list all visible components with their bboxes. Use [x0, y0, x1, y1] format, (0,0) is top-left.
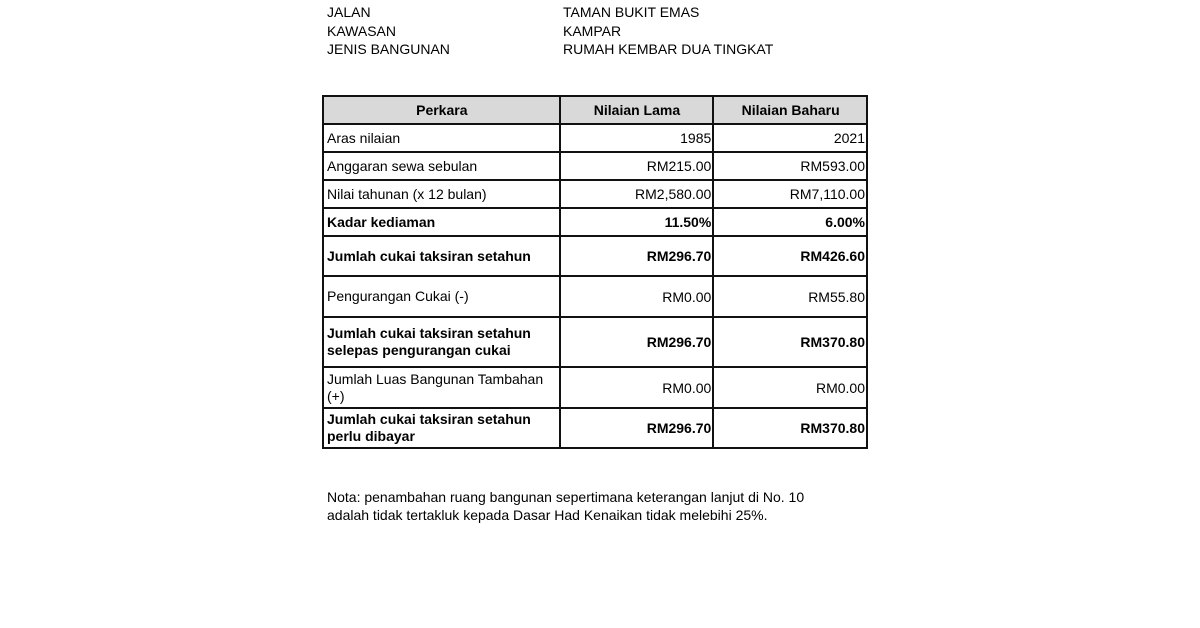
row-label: Aras nilaian [323, 124, 560, 152]
info-value: TAMAN BUKIT EMAS [563, 4, 700, 20]
table-header-row [323, 96, 867, 124]
header-nilaian-lama: Nilaian Lama [560, 96, 714, 124]
info-label: KAWASAN [327, 22, 396, 39]
footnote-line: Nota: penambahan ruang bangunan sepertimana keterangan lanjut di No. 10 [327, 489, 805, 505]
info-value: RUMAH KEMBAR DUA TINGKAT [563, 41, 774, 57]
new-value: RM426.60 [713, 236, 867, 276]
row-label-line: (+) [327, 387, 345, 404]
info-label: JENIS BANGUNAN [327, 41, 450, 57]
info-label: JALAN [327, 4, 371, 20]
table-row [323, 152, 867, 180]
table-row [323, 180, 867, 208]
property-info [327, 3, 773, 59]
old-value: RM296.70 [560, 408, 714, 448]
table-row [323, 276, 867, 317]
row-label: Jumlah cukai taksiran setahun [323, 236, 560, 276]
old-value: RM215.00 [560, 152, 714, 180]
old-value: RM0.00 [560, 276, 714, 317]
old-value: RM0.00 [560, 367, 714, 408]
table-row [323, 367, 867, 408]
new-value: RM55.80 [713, 276, 867, 317]
table-row [323, 317, 867, 367]
info-row-jenis-bangunan [327, 40, 773, 59]
row-label [323, 367, 560, 408]
footnote [327, 488, 887, 524]
row-label: Kadar kediaman [323, 208, 560, 236]
table-row [323, 124, 867, 152]
old-value: RM2,580.00 [560, 180, 714, 208]
header-nilaian-baharu: Nilaian Baharu [713, 96, 867, 124]
old-value: RM296.70 [560, 236, 714, 276]
new-value: RM370.80 [713, 317, 867, 367]
table-row [323, 408, 867, 448]
old-value: 11.50% [560, 208, 714, 236]
table-row [323, 208, 867, 236]
new-value: RM0.00 [713, 367, 867, 408]
footnote-line: adalah tidak tertakluk kepada Dasar Had Kenaikan tidak melebihi 25%. [327, 507, 768, 523]
old-value: 1985 [560, 124, 714, 152]
header-perkara: Perkara [323, 96, 560, 124]
row-label-line: Jumlah cukai taksiran setahun [327, 325, 531, 341]
row-label [323, 408, 560, 448]
row-label-line: Jumlah cukai taksiran setahun [327, 411, 531, 427]
row-label-line: perlu dibayar [327, 428, 415, 444]
old-value: RM296.70 [560, 317, 714, 367]
row-label: Anggaran sewa sebulan [323, 152, 560, 180]
info-row-jalan [327, 3, 773, 22]
info-row-kawasan [327, 22, 773, 41]
new-value: RM593.00 [713, 152, 867, 180]
row-label: Pengurangan Cukai (-) [323, 276, 560, 317]
row-label [323, 317, 560, 367]
assessment-tax-table [322, 95, 868, 449]
row-label: Nilai tahunan (x 12 bulan) [323, 180, 560, 208]
new-value: 6.00% [713, 208, 867, 236]
new-value: 2021 [713, 124, 867, 152]
new-value: RM370.80 [713, 408, 867, 448]
info-value: KAMPAR [563, 22, 622, 39]
row-label-line: selepas pengurangan cukai [327, 342, 511, 358]
row-label-line: Jumlah Luas Bangunan Tambahan [327, 370, 544, 387]
new-value: RM7,110.00 [713, 180, 867, 208]
table-row [323, 236, 867, 276]
